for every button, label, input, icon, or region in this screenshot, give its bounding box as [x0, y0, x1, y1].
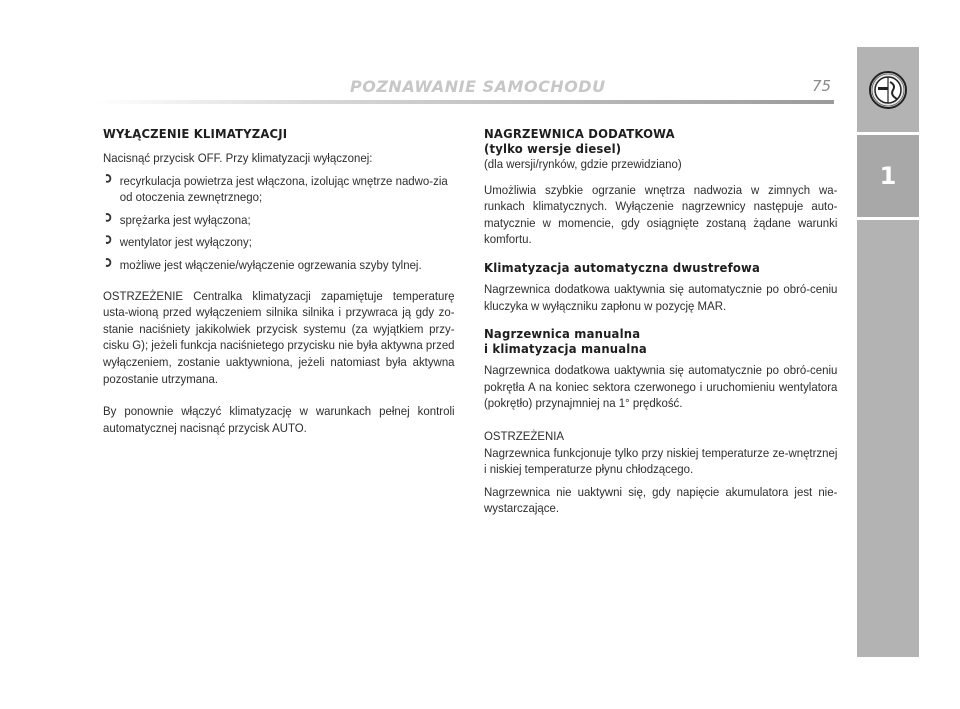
list-item: sprężarka jest wyłączona;: [103, 212, 455, 229]
bullet-icon: [103, 213, 111, 222]
bullet-icon: [103, 258, 111, 267]
subsection-text: Nagrzewnica dodatkowa uaktywnia się automatycznie po obró-ceniu kluczyka w wyłączniku zapłonu w pozycję MAR.: [484, 281, 838, 313]
section-heading: NAGRZEWNICA DODATKOWA: [484, 126, 675, 141]
bullet-icon: [103, 174, 111, 183]
chapter-tab: [857, 47, 919, 657]
subsection-heading: i klimatyzacja manualna: [484, 341, 647, 357]
left-column: [103, 126, 455, 436]
warning-text: OSTRZEŻENIE Centralka klimatyzacji zapamiętuje temperaturę usta-wioną przed wyłączeniem silnika silnika i przywraca ją gdy zo-stanie naciśniety jakikolwiek przycisk systemu (za wyjątkiem przy-cisku G); jeżeli funkcja naciśnietego przycisku nie była aktywna przed wyłączeniem, zostanie uaktywniona, jeżeli natomiast była aktywna pozostanie utrzymana.: [103, 288, 455, 386]
off-effects-list: [103, 173, 455, 274]
right-column: [484, 126, 837, 517]
subsection-heading: Klimatyzacja automatyczna dwustrefowa: [484, 259, 760, 275]
warnings-heading: OSTRZEŻENIA: [484, 428, 565, 443]
subsection-heading: Nagrzewnica manualna: [484, 326, 641, 342]
section-heading-note: (tylko wersje diesel): [484, 141, 622, 156]
header-divider: [96, 100, 834, 104]
warning-text: Nagrzewnica nie uaktywni się, gdy napięcie akumulatora jest nie-wystarczające.: [484, 484, 838, 516]
chapter-number: 1: [857, 135, 919, 220]
subsection-text: Nagrzewnica dodatkowa uaktywnia się automatycznie po obró-ceniu pokrętła A na koniec sektora czerwonego i uruchomieniu wentylatora (pokrętło) przynajmniej na 1° prędkość.: [484, 363, 838, 411]
warning-text: Nagrzewnica funkcjonuje tylko przy niskiej temperaturze ze-wnętrznej i niskiej temperaturze płynu chłodzącego.: [484, 445, 838, 477]
logo-panel: [857, 47, 919, 135]
section-heading: WYŁĄCZENIE KLIMATYZACJI: [103, 126, 288, 141]
list-item: wentylator jest wyłączony;: [103, 234, 455, 251]
list-item: recyrkulacja powietrza jest włączona, izolując wnętrze nadwo-zia od otoczenia zewnętrznego;: [103, 173, 455, 206]
reenable-text: By ponownie włączyć klimatyzację w warunkach pełnej kontroli automatycznej nacisnąć przycisk AUTO.: [103, 404, 455, 435]
availability-note: (dla wersji/rynków, gdzie przewidziano): [484, 157, 682, 171]
bullet-icon: [103, 235, 111, 244]
intro-text: Nacisnąć przycisk OFF. Przy klimatyzacji wyłączonej:: [103, 151, 373, 165]
section-title: POZNAWANIE SAMOCHODU: [350, 77, 606, 96]
alfa-romeo-badge-icon: [868, 70, 908, 110]
page-number: 75: [812, 77, 832, 95]
list-item: możliwe jest włączenie/wyłączenie ogrzewania szyby tylnej.: [103, 257, 455, 274]
intro-text: Umożliwia szybkie ogrzanie wnętrza nadwozia w zimnych wa-runkach klimatycznych. Wyłączenie nagrzewnicy następuje auto-matycznie w momencie, gdy osiągnięte zostaną żądane warunki komfortu.: [484, 182, 838, 247]
